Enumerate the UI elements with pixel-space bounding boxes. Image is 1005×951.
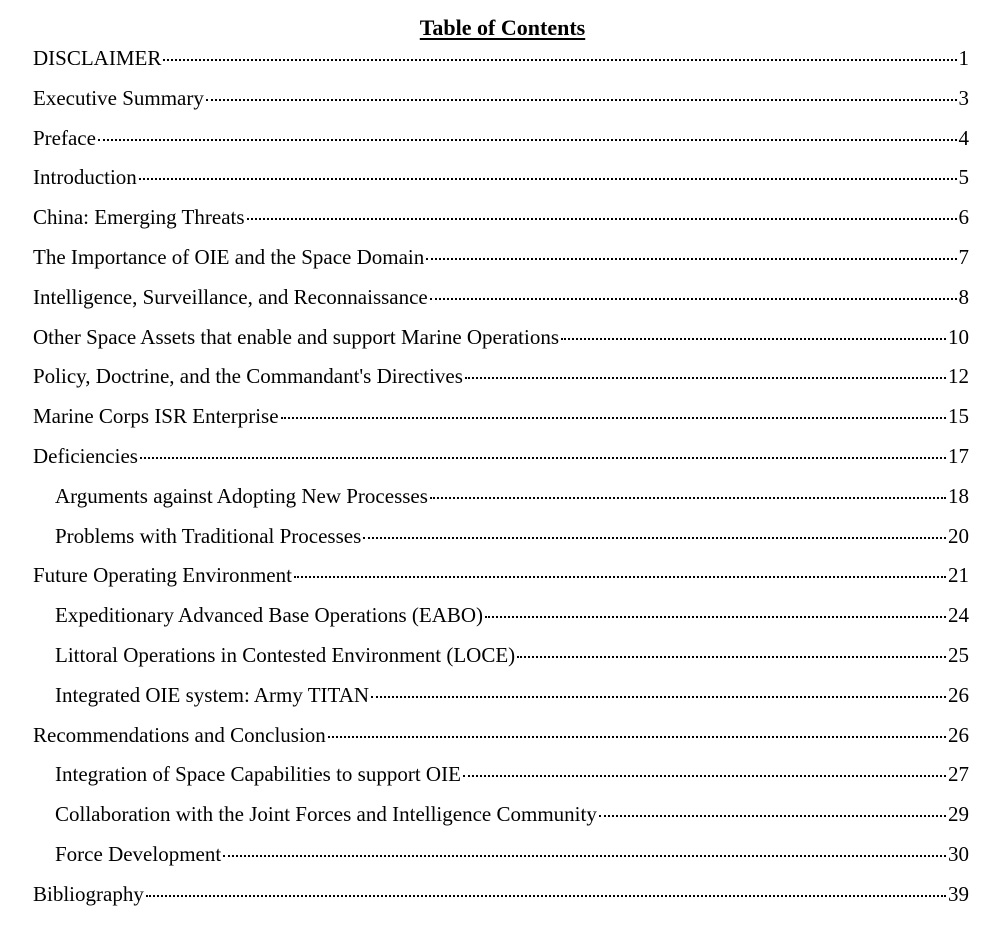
toc-entry-page: 21 — [948, 563, 969, 588]
toc-entry-label: Integration of Space Capabilities to support OIE — [55, 762, 461, 787]
toc-entry-page: 20 — [948, 523, 969, 548]
toc-entry-page: 4 — [958, 125, 969, 150]
toc-dot-leader — [140, 456, 946, 459]
toc-entry-arguments-against[interactable] — [33, 480, 969, 520]
toc-entry-page: 17 — [948, 443, 969, 468]
toc-entry-army-titan[interactable] — [33, 679, 969, 719]
toc-dot-leader — [426, 257, 956, 260]
toc-entry-page: 39 — [948, 881, 969, 906]
toc-entry-label: Littoral Operations in Contested Environment (LOCE) — [55, 642, 516, 667]
toc-dot-leader — [247, 217, 957, 220]
toc-entry-label: Policy, Doctrine, and the Commandant's Directives — [33, 364, 463, 389]
toc-entry-page: 15 — [948, 404, 969, 429]
toc-dot-leader — [163, 58, 956, 61]
toc-entry-eabo[interactable] — [33, 599, 969, 639]
toc-dot-leader — [465, 376, 946, 379]
toc-entry-integration-space[interactable] — [33, 758, 969, 798]
toc-entry-loce[interactable] — [33, 639, 969, 679]
toc-entry-collaboration[interactable] — [33, 798, 969, 838]
toc-entry-label: Introduction — [33, 165, 137, 190]
toc-dot-leader — [430, 297, 957, 300]
toc-title — [0, 14, 1005, 42]
toc-entry-label: Future Operating Environment — [33, 563, 292, 588]
toc-entry-importance-of-oie[interactable] — [33, 241, 969, 281]
toc-entry-page: 6 — [958, 205, 969, 230]
toc-entry-label: Deficiencies — [33, 443, 138, 468]
toc-entry-label: Arguments against Adopting New Processes — [55, 483, 428, 508]
toc-entry-other-space-assets[interactable] — [33, 321, 969, 361]
toc-dot-leader — [281, 416, 946, 419]
toc-entry-label: Recommendations and Conclusion — [33, 722, 326, 747]
toc-dot-leader — [463, 774, 946, 777]
toc-entry-page: 26 — [948, 722, 969, 747]
toc-entry-isr[interactable] — [33, 281, 969, 321]
toc-entry-page: 3 — [958, 85, 969, 110]
toc-entry-deficiencies[interactable] — [33, 440, 969, 480]
toc-entry-label: Executive Summary — [33, 85, 204, 110]
toc-entry-page: 29 — [948, 802, 969, 827]
toc-entry-label: The Importance of OIE and the Space Domain — [33, 244, 425, 269]
toc-entry-future-operating-environment[interactable] — [33, 559, 969, 599]
toc-entry-page: 12 — [948, 364, 969, 389]
toc-entry-page: 7 — [958, 244, 969, 269]
toc-entry-label: China: Emerging Threats — [33, 205, 245, 230]
toc-list — [33, 42, 969, 918]
toc-dot-leader — [294, 575, 946, 578]
toc-entry-page: 1 — [958, 46, 969, 70]
toc-entry-page: 8 — [958, 284, 969, 309]
toc-entry-label: DISCLAIMER — [33, 46, 162, 70]
toc-entry-page: 25 — [948, 642, 969, 667]
toc-dot-leader — [98, 138, 957, 141]
toc-entry-label: Integrated OIE system: Army TITAN — [55, 682, 370, 707]
toc-entry-page: 5 — [958, 165, 969, 190]
toc-dot-leader — [146, 894, 946, 897]
toc-entry-label: Preface — [33, 125, 96, 150]
toc-dot-leader — [206, 98, 957, 101]
toc-dot-leader — [485, 615, 946, 618]
toc-entry-problems-traditional[interactable] — [33, 520, 969, 560]
toc-entry-page: 18 — [948, 483, 969, 508]
toc-entry-force-development[interactable] — [33, 838, 969, 878]
toc-entry-label: Bibliography — [33, 881, 144, 906]
toc-entry-label: Marine Corps ISR Enterprise — [33, 404, 279, 429]
toc-entry-bibliography[interactable] — [33, 878, 969, 918]
toc-entry-introduction[interactable] — [33, 161, 969, 201]
toc-title-text: Table of Contents — [419, 15, 586, 40]
toc-dot-leader — [517, 655, 946, 658]
toc-entry-policy-doctrine[interactable] — [33, 360, 969, 400]
toc-entry-page: 10 — [948, 324, 969, 349]
toc-dot-leader — [371, 695, 946, 698]
toc-entry-page: 30 — [948, 841, 969, 866]
toc-dot-leader — [139, 177, 957, 180]
toc-dot-leader — [561, 337, 946, 340]
toc-dot-leader — [223, 854, 946, 857]
toc-entry-recommendations[interactable] — [33, 719, 969, 759]
toc-entry-disclaimer[interactable] — [33, 42, 969, 82]
toc-entry-china-emerging-threats[interactable] — [33, 201, 969, 241]
toc-entry-page: 26 — [948, 682, 969, 707]
toc-dot-leader — [430, 496, 946, 499]
toc-entry-label: Problems with Traditional Processes — [55, 523, 362, 548]
toc-entry-label: Force Development — [55, 841, 222, 866]
toc-entry-executive-summary[interactable] — [33, 82, 969, 122]
toc-entry-label: Collaboration with the Joint Forces and Intelligence Community — [55, 802, 597, 827]
toc-entry-label: Expeditionary Advanced Base Operations (EABO) — [55, 603, 484, 628]
toc-dot-leader — [328, 735, 946, 738]
toc-dot-leader — [599, 814, 946, 817]
toc-entry-label: Other Space Assets that enable and support Marine Operations — [33, 324, 560, 349]
toc-entry-label: Intelligence, Surveillance, and Reconnaissance — [33, 284, 428, 309]
toc-dot-leader — [363, 536, 946, 539]
toc-entry-page: 27 — [948, 762, 969, 787]
toc-entry-page: 24 — [948, 603, 969, 628]
toc-entry-preface[interactable] — [33, 122, 969, 162]
toc-entry-marine-corps-isr[interactable] — [33, 400, 969, 440]
